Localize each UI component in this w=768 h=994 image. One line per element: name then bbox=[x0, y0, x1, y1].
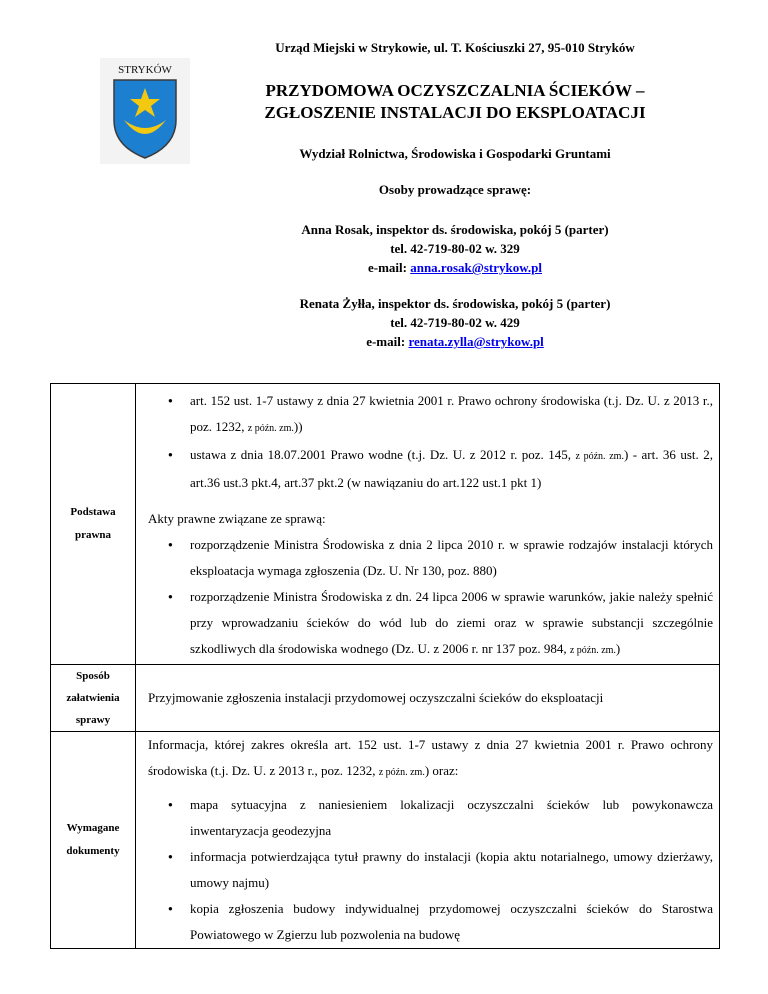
list-item: ● mapa sytuacyjna z naniesieniem lokalizacji oczyszczalni ścieków lub powykonawcza inwentaryzacja geodezyjna bbox=[148, 792, 713, 844]
person-1-email-line bbox=[220, 258, 690, 277]
method-label-3: sprawy bbox=[75, 714, 111, 726]
department-name: Wydział Rolnictwa, Środowiska i Gospodarki Gruntami bbox=[299, 146, 611, 161]
title-line-2: ZGŁOSZENIE INSTALACJI DO EKSPLOATACJI bbox=[264, 103, 646, 122]
legal-basis-label-1: Podstawa bbox=[70, 506, 116, 518]
crest-label: STRYKÓW bbox=[118, 64, 172, 76]
list-item: ● art. 152 ust. 1-7 ustawy z dnia 27 kwietnia 2001 r. Prawo ochrony środowiska (t.j. Dz. U. z 2013 r., poz. 1232, z późn. zm.)) bbox=[148, 388, 713, 442]
documents-list bbox=[148, 792, 713, 948]
person-block-2 bbox=[220, 294, 690, 351]
legal-basis-label-2: prawna bbox=[74, 529, 112, 541]
documents-content bbox=[136, 732, 720, 949]
persons-heading: Osoby prowadzące sprawę: bbox=[378, 182, 532, 197]
list-item: ● rozporządzenie Ministra Środowiska z dnia 2 lipca 2010 r. w sprawie rodzajów instalacji których eksploatacja wymaga zgłoszenia (Dz. U. Nr 130, poz. 880) bbox=[148, 532, 713, 584]
legal-basis-content bbox=[136, 384, 720, 665]
person-1-phone: tel. 42-719-80-02 w. 329 bbox=[390, 241, 520, 256]
title-line-1: PRZYDOMOWA OCZYSZCZALNIA ŚCIEKÓW – bbox=[265, 81, 645, 100]
person-2-phone: tel. 42-719-80-02 w. 429 bbox=[390, 315, 520, 330]
document-title bbox=[220, 80, 690, 124]
info-table bbox=[50, 383, 720, 949]
documents-label bbox=[51, 732, 136, 949]
legal-basis-label bbox=[51, 384, 136, 665]
list-item: ● kopia zgłoszenia budowy indywidualnej przydomowej oczyszczalni ścieków do Starostwa Powiatowego w Zgierzu lub pozwolenia na budowę bbox=[148, 896, 713, 948]
list-item: ● rozporządzenie Ministra Środowiska z dn. 24 lipca 2006 w sprawie warunków, jakie należy spełnić przy wprowadzaniu ścieków do wód lub do ziemi oraz w sprawie substancji szczególnie szkodliwych dla środowiska wodnego (Dz. U. z 2006 r. nr 137 poz. 984, z późn. zm.) bbox=[148, 584, 713, 664]
method-row bbox=[51, 665, 720, 732]
documents-intro: Informacja, której zakres określa art. 152 ust. 1-7 ustawy z dnia 27 kwietnia 2001 r. Prawo ochrony środowiska (t.j. Dz. U. z 2013 r., poz. 1232, z późn. zm.) oraz: bbox=[148, 737, 713, 778]
documents-label-1: Wymagane bbox=[66, 822, 120, 834]
person-2-name: Renata Żyłła, inspektor ds. środowiska, pokój 5 (parter) bbox=[299, 296, 611, 311]
related-acts-heading: Akty prawne związane ze sprawą: bbox=[148, 511, 326, 526]
method-label-1: Sposób bbox=[76, 670, 110, 682]
person-1-email-link[interactable]: anna.rosak@strykow.pl bbox=[410, 260, 542, 275]
method-content: Przyjmowanie zgłoszenia instalacji przydomowej oczyszczalni ścieków do eksploatacji bbox=[136, 665, 720, 732]
list-item: ● ustawa z dnia 18.07.2001 Prawo wodne (t.j. Dz. U. z 2012 r. poz. 145, z późn. zm.) - art. 36 ust. 2, art.36 ust.3 pkt.4, art.37 pkt.2 (w nawiązaniu do art.122 ust.1 pkt 1) bbox=[148, 442, 713, 496]
documents-label-2: dokumenty bbox=[66, 845, 120, 857]
related-acts-list bbox=[148, 532, 713, 664]
person-block-1 bbox=[220, 220, 690, 277]
method-label-2: załatwienia bbox=[66, 692, 120, 704]
office-address: Urząd Miejski w Strykowie, ul. T. Kościuszki 27, 95-010 Stryków bbox=[275, 40, 635, 55]
person-2-email-label: e-mail: bbox=[366, 334, 409, 349]
legal-basis-row bbox=[51, 384, 720, 665]
person-1-email-label: e-mail: bbox=[367, 260, 411, 275]
list-item: ● informacja potwierdzająca tytuł prawny do instalacji (kopia aktu notarialnego, umowy dzierżawy, umowy najmu) bbox=[148, 844, 713, 896]
person-2-email-line bbox=[220, 332, 690, 351]
person-2-email-link[interactable]: renata.zylla@strykow.pl bbox=[408, 334, 544, 349]
person-1-name: Anna Rosak, inspektor ds. środowiska, pokój 5 (parter) bbox=[301, 222, 609, 237]
coat-of-arms-icon bbox=[100, 58, 190, 164]
legal-acts-list bbox=[148, 388, 713, 496]
method-label bbox=[51, 665, 136, 732]
documents-row bbox=[51, 732, 720, 949]
